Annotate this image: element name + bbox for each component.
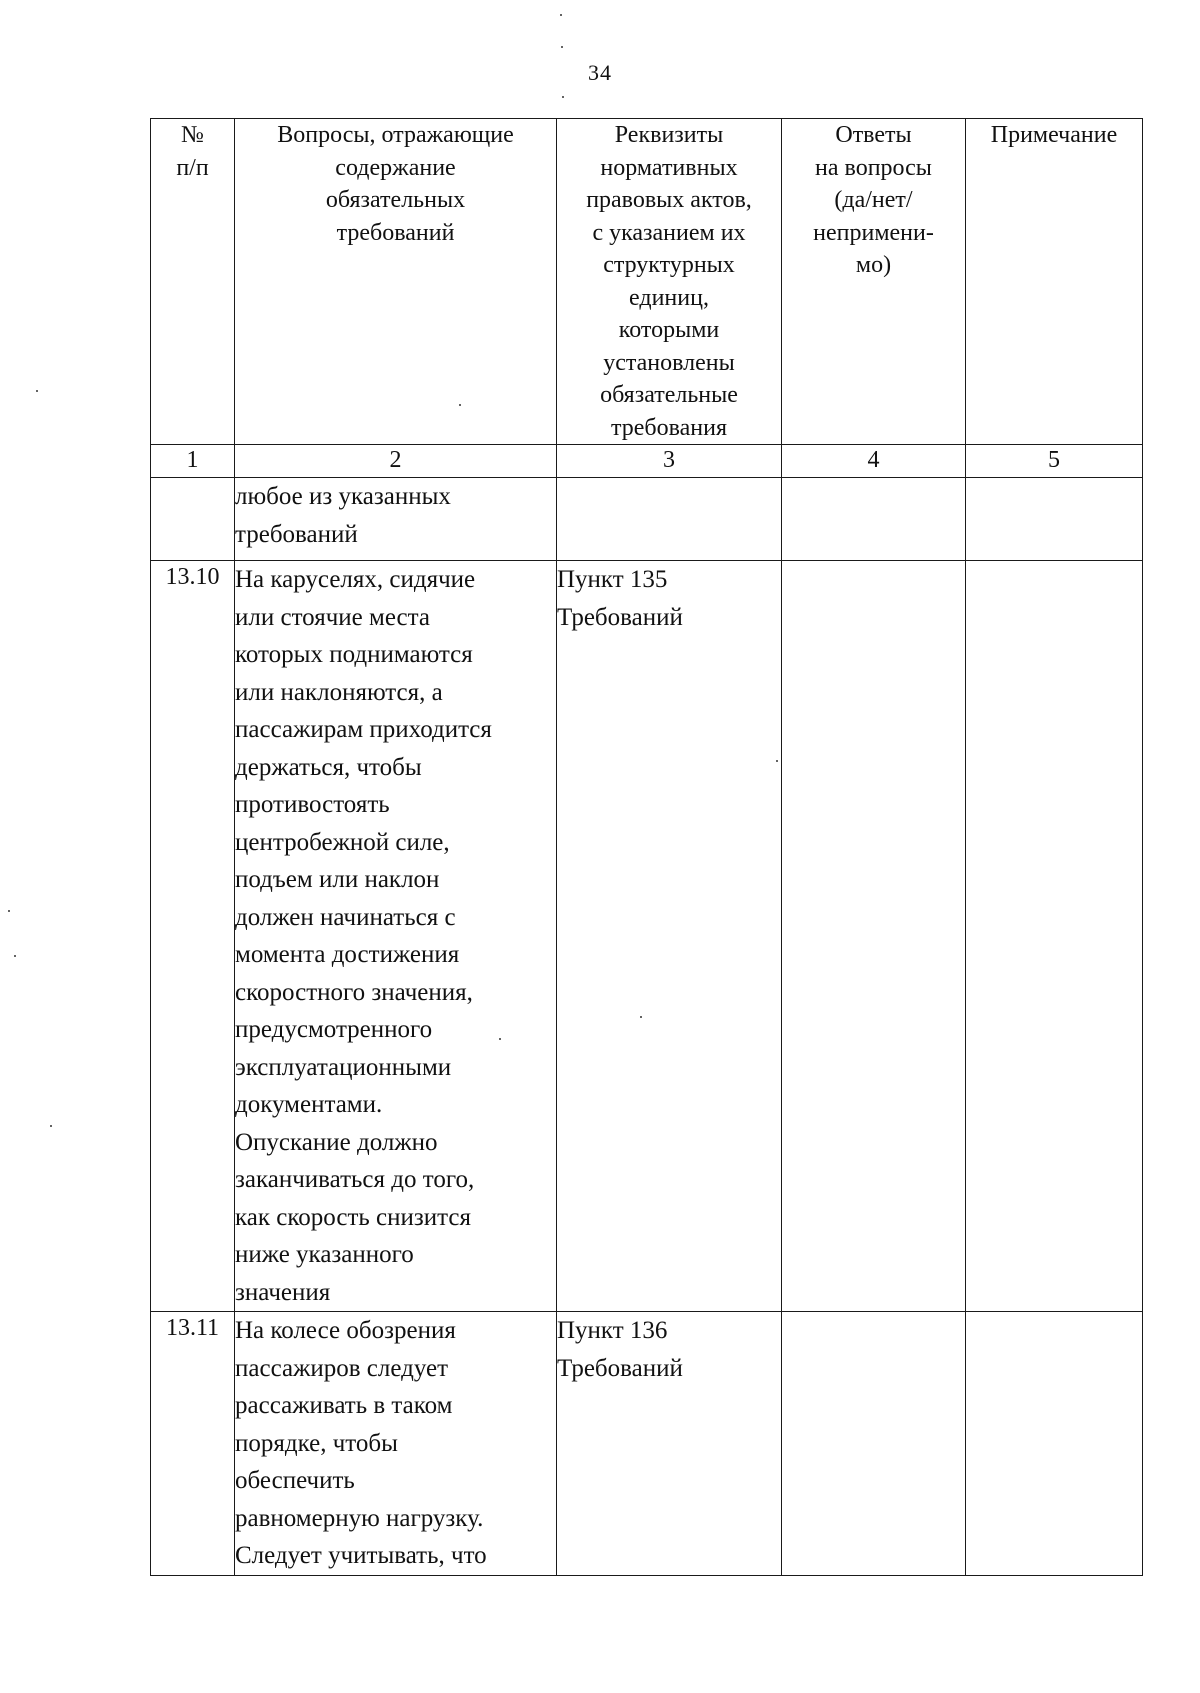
column-number-row — [151, 445, 1143, 478]
column-number: 5 — [966, 445, 1143, 478]
row-number — [151, 478, 235, 561]
note-cell — [966, 478, 1143, 561]
question-text: На колесе обозрения пассажиров следует рассаживать в таком порядке, чтобы обеспечить равномерную нагрузку. Следует учитывать, что — [235, 1312, 557, 1576]
requirements-table — [150, 118, 1143, 1576]
column-number: 1 — [151, 445, 235, 478]
scan-speck — [50, 1125, 52, 1127]
scan-speck — [561, 46, 563, 48]
scan-speck — [562, 96, 564, 98]
row-number: 13.11 — [151, 1312, 235, 1576]
scan-speck — [36, 390, 38, 392]
header-note: Примечание — [966, 119, 1143, 445]
question-text: любое из указанных требований — [235, 478, 557, 561]
legal-reference — [557, 478, 782, 561]
legal-reference: Пункт 135 Требований — [557, 561, 782, 1312]
scan-speck — [560, 14, 562, 16]
table-row — [151, 561, 1143, 1312]
scan-speck — [8, 910, 10, 912]
column-number: 3 — [557, 445, 782, 478]
note-cell — [966, 561, 1143, 1312]
answer-cell — [782, 1312, 966, 1576]
header-answers: Ответы на вопросы (да/нет/ непримени- мо) — [782, 119, 966, 445]
row-number: 13.10 — [151, 561, 235, 1312]
header-questions: Вопросы, отражающие содержание обязательных требований — [235, 119, 557, 445]
header-number: № п/п — [151, 119, 235, 445]
header-legal-acts: Реквизиты нормативных правовых актов, с указанием их структурных единиц, которыми установлены обязательные требования — [557, 119, 782, 445]
page-number: 34 — [588, 60, 612, 85]
table-header-row — [151, 119, 1143, 445]
scan-speck — [14, 955, 16, 957]
answer-cell — [782, 478, 966, 561]
legal-reference: Пункт 136 Требований — [557, 1312, 782, 1576]
table-row — [151, 478, 1143, 561]
answer-cell — [782, 561, 966, 1312]
column-number: 4 — [782, 445, 966, 478]
note-cell — [966, 1312, 1143, 1576]
question-text: На каруселях, сидячие или стоячие места которых поднимаются или наклоняются, а пассажирам приходится держаться, чтобы противостоять центробежной силе, подъем или наклон должен начинаться с момента достижения скоростного значения, предусмотренного эксплуатационными документами. Опускание должно заканчиваться до того, как скорость снизится ниже указанного значения — [235, 561, 557, 1312]
column-number: 2 — [235, 445, 557, 478]
table-row — [151, 1312, 1143, 1576]
